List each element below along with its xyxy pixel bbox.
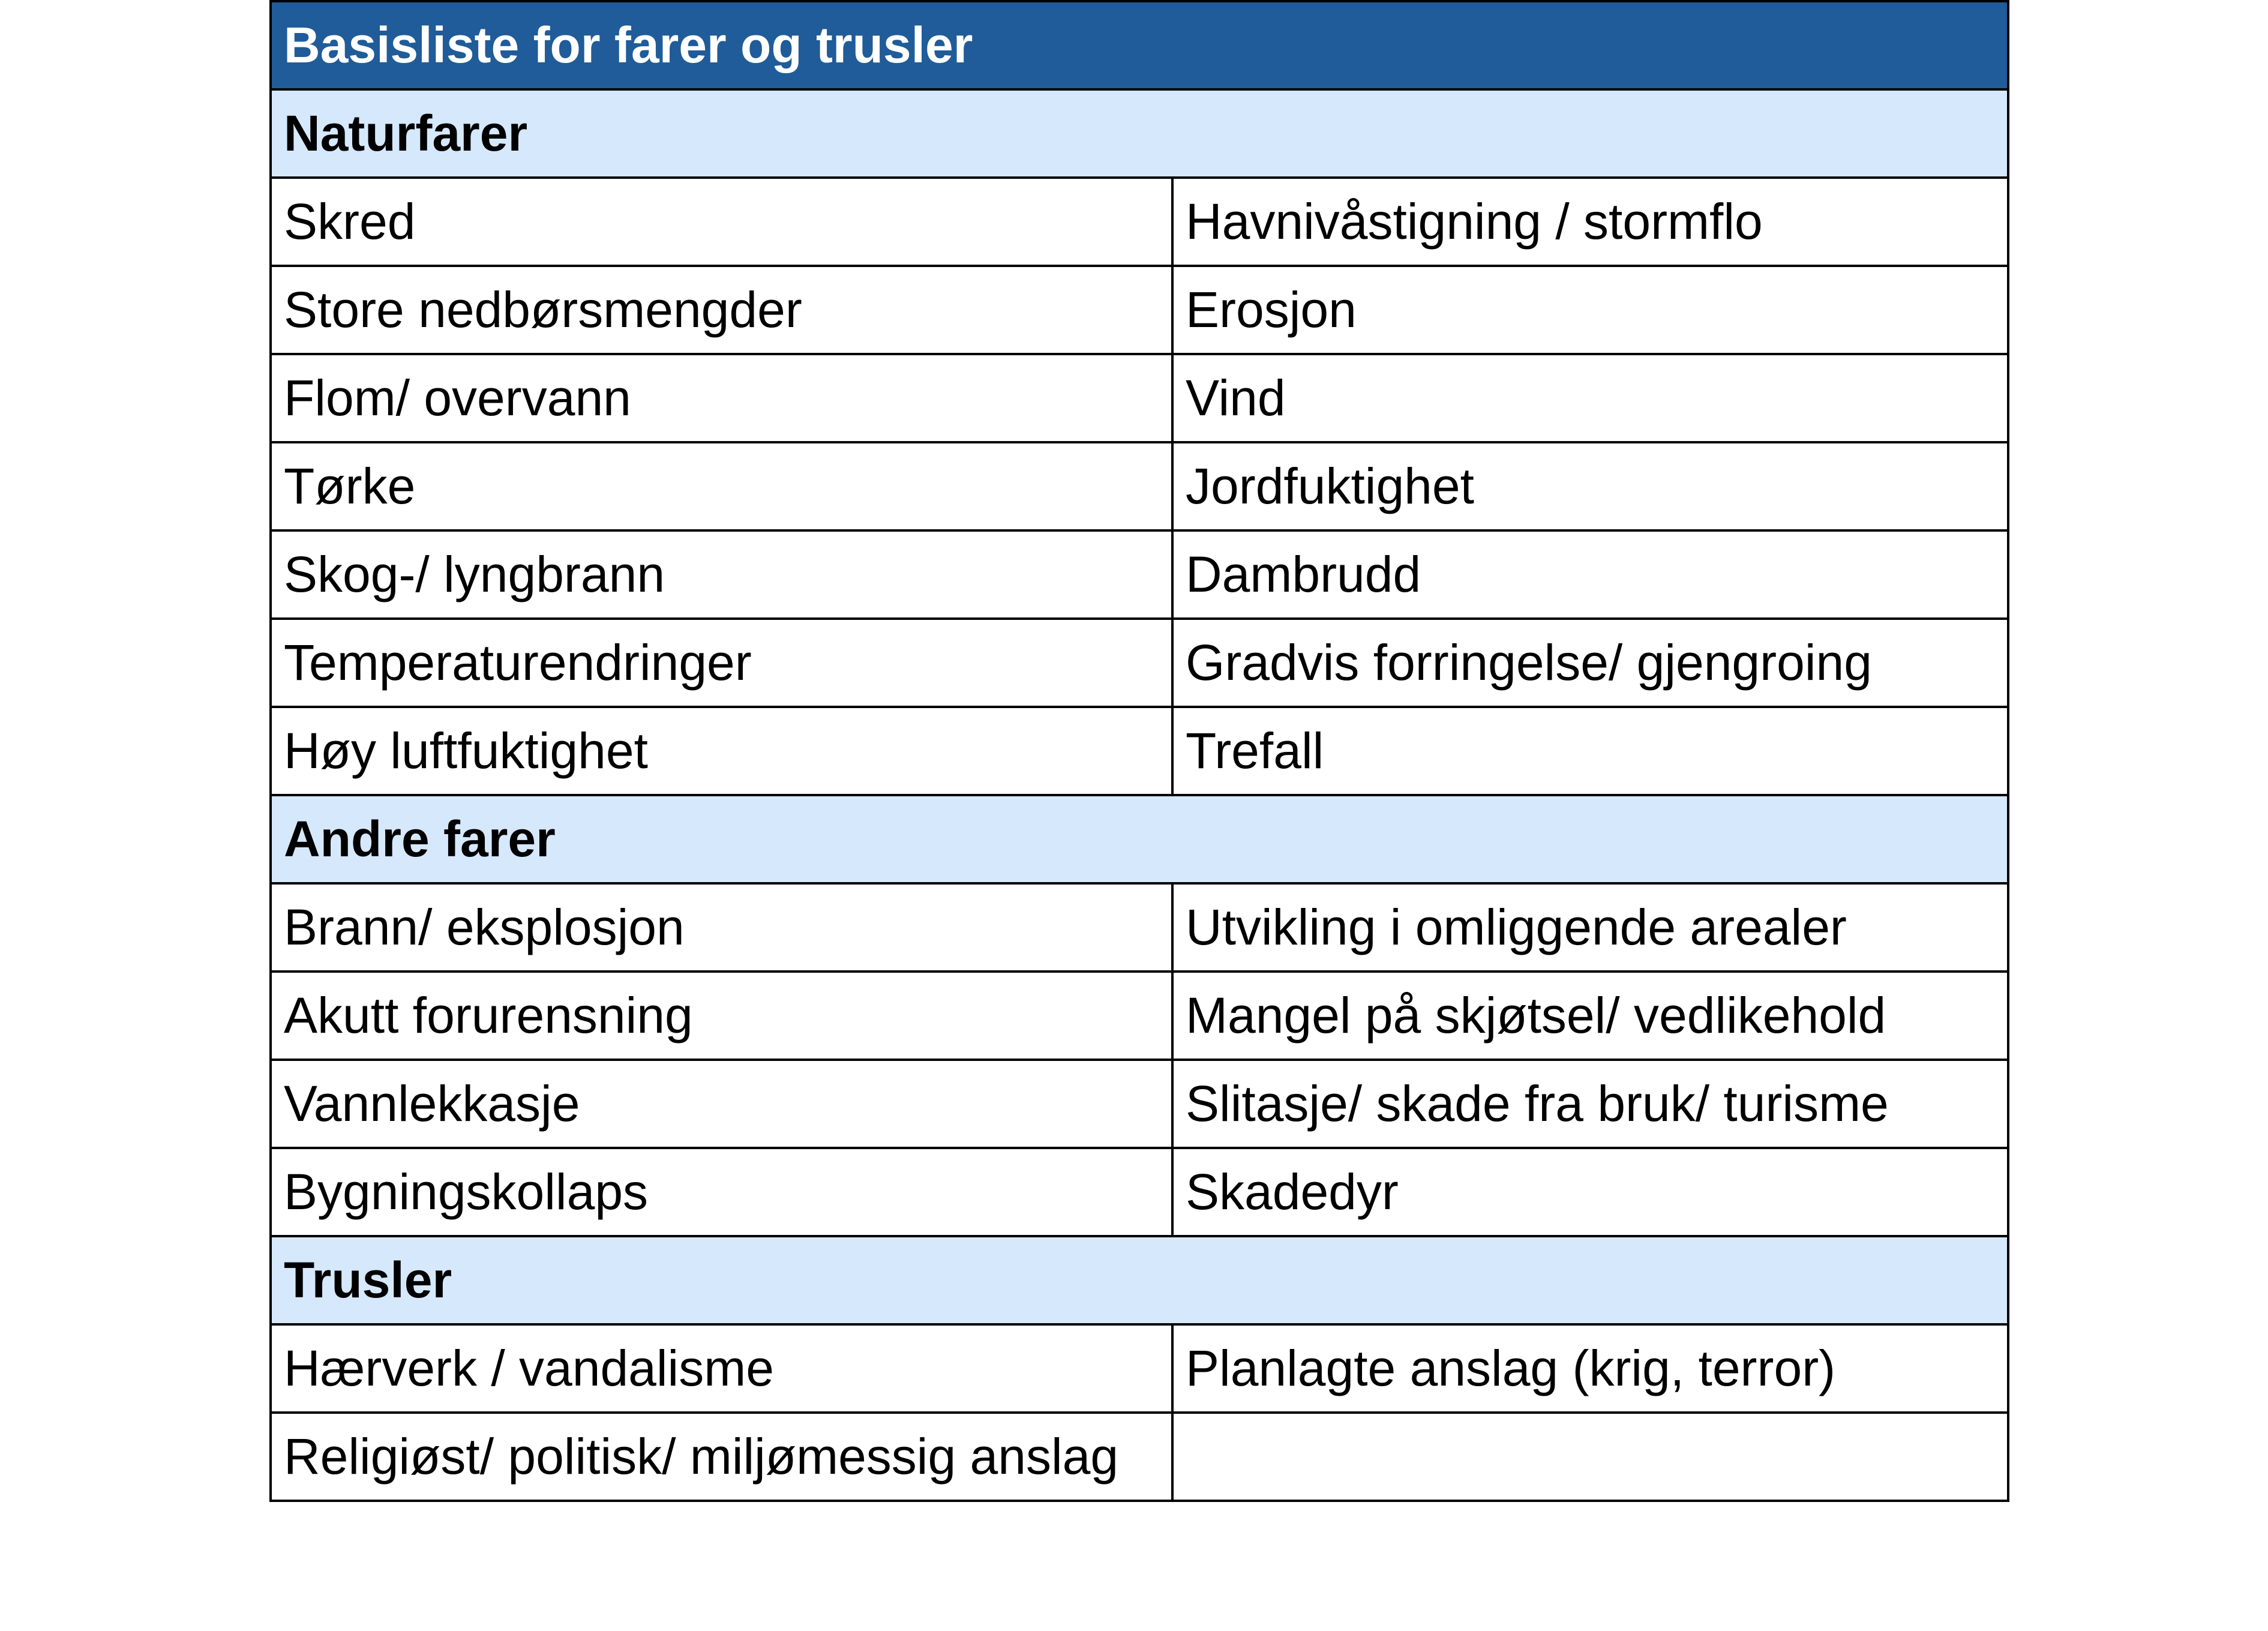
table-row [271,1148,2008,1236]
hazard-cell-right: Trefall [1172,707,2008,795]
hazard-cell-right: Havnivåstigning / stormflo [1172,178,2008,266]
table-row [271,883,2008,972]
hazard-cell-right: Slitasje/ skade fra bruk/ turisme [1172,1060,2008,1148]
table-row [271,972,2008,1060]
title-row [271,1,2008,89]
hazard-cell-left: Akutt forurensning [271,972,1172,1060]
hazard-list-table [269,0,2007,1502]
hazard-cell-left: Tørke [271,442,1172,530]
table-row [271,619,2008,707]
hazard-cell-right: Jordfuktighet [1172,442,2008,530]
hazard-cell-left: Skog-/ lyngbrann [271,530,1172,619]
hazard-cell-right: Utvikling i omliggende arealer [1172,883,2008,972]
hazard-table [269,0,2009,1502]
table-row [271,354,2008,442]
hazard-cell-left: Flom/ overvann [271,354,1172,442]
hazard-cell-left: Bygningskollaps [271,1148,1172,1236]
table-row [271,707,2008,795]
hazard-cell-right: Skadedyr [1172,1148,2008,1236]
hazard-cell-right: Mangel på skjøtsel/ vedlikehold [1172,972,2008,1060]
table-row [271,266,2008,354]
hazard-cell-left: Brann/ eksplosjon [271,883,1172,972]
section-header-row [271,795,2008,883]
table-row [271,530,2008,619]
table-row [271,1413,2008,1501]
hazard-cell-right [1172,1413,2008,1501]
table-title: Basisliste for farer og trusler [271,1,2008,89]
hazard-cell-right: Dambrudd [1172,530,2008,619]
hazard-cell-left: Skred [271,178,1172,266]
table-row [271,442,2008,530]
hazard-cell-right: Planlagte anslag (krig, terror) [1172,1324,2008,1413]
section-heading: Trusler [271,1236,2008,1324]
hazard-cell-right: Vind [1172,354,2008,442]
hazard-cell-left: Vannlekkasje [271,1060,1172,1148]
section-heading: Andre farer [271,795,2008,883]
hazard-cell-left: Høy luftfuktighet [271,707,1172,795]
hazard-cell-right: Erosjon [1172,266,2008,354]
hazard-cell-right: Gradvis forringelse/ gjengroing [1172,619,2008,707]
hazard-cell-left: Religiøst/ politisk/ miljømessig anslag [271,1413,1172,1501]
section-header-row [271,1236,2008,1324]
table-row [271,178,2008,266]
section-heading: Naturfarer [271,89,2008,178]
table-row [271,1324,2008,1413]
hazard-cell-left: Temperaturendringer [271,619,1172,707]
hazard-cell-left: Hærverk / vandalisme [271,1324,1172,1413]
hazard-cell-left: Store nedbørsmengder [271,266,1172,354]
section-header-row [271,89,2008,178]
table-row [271,1060,2008,1148]
